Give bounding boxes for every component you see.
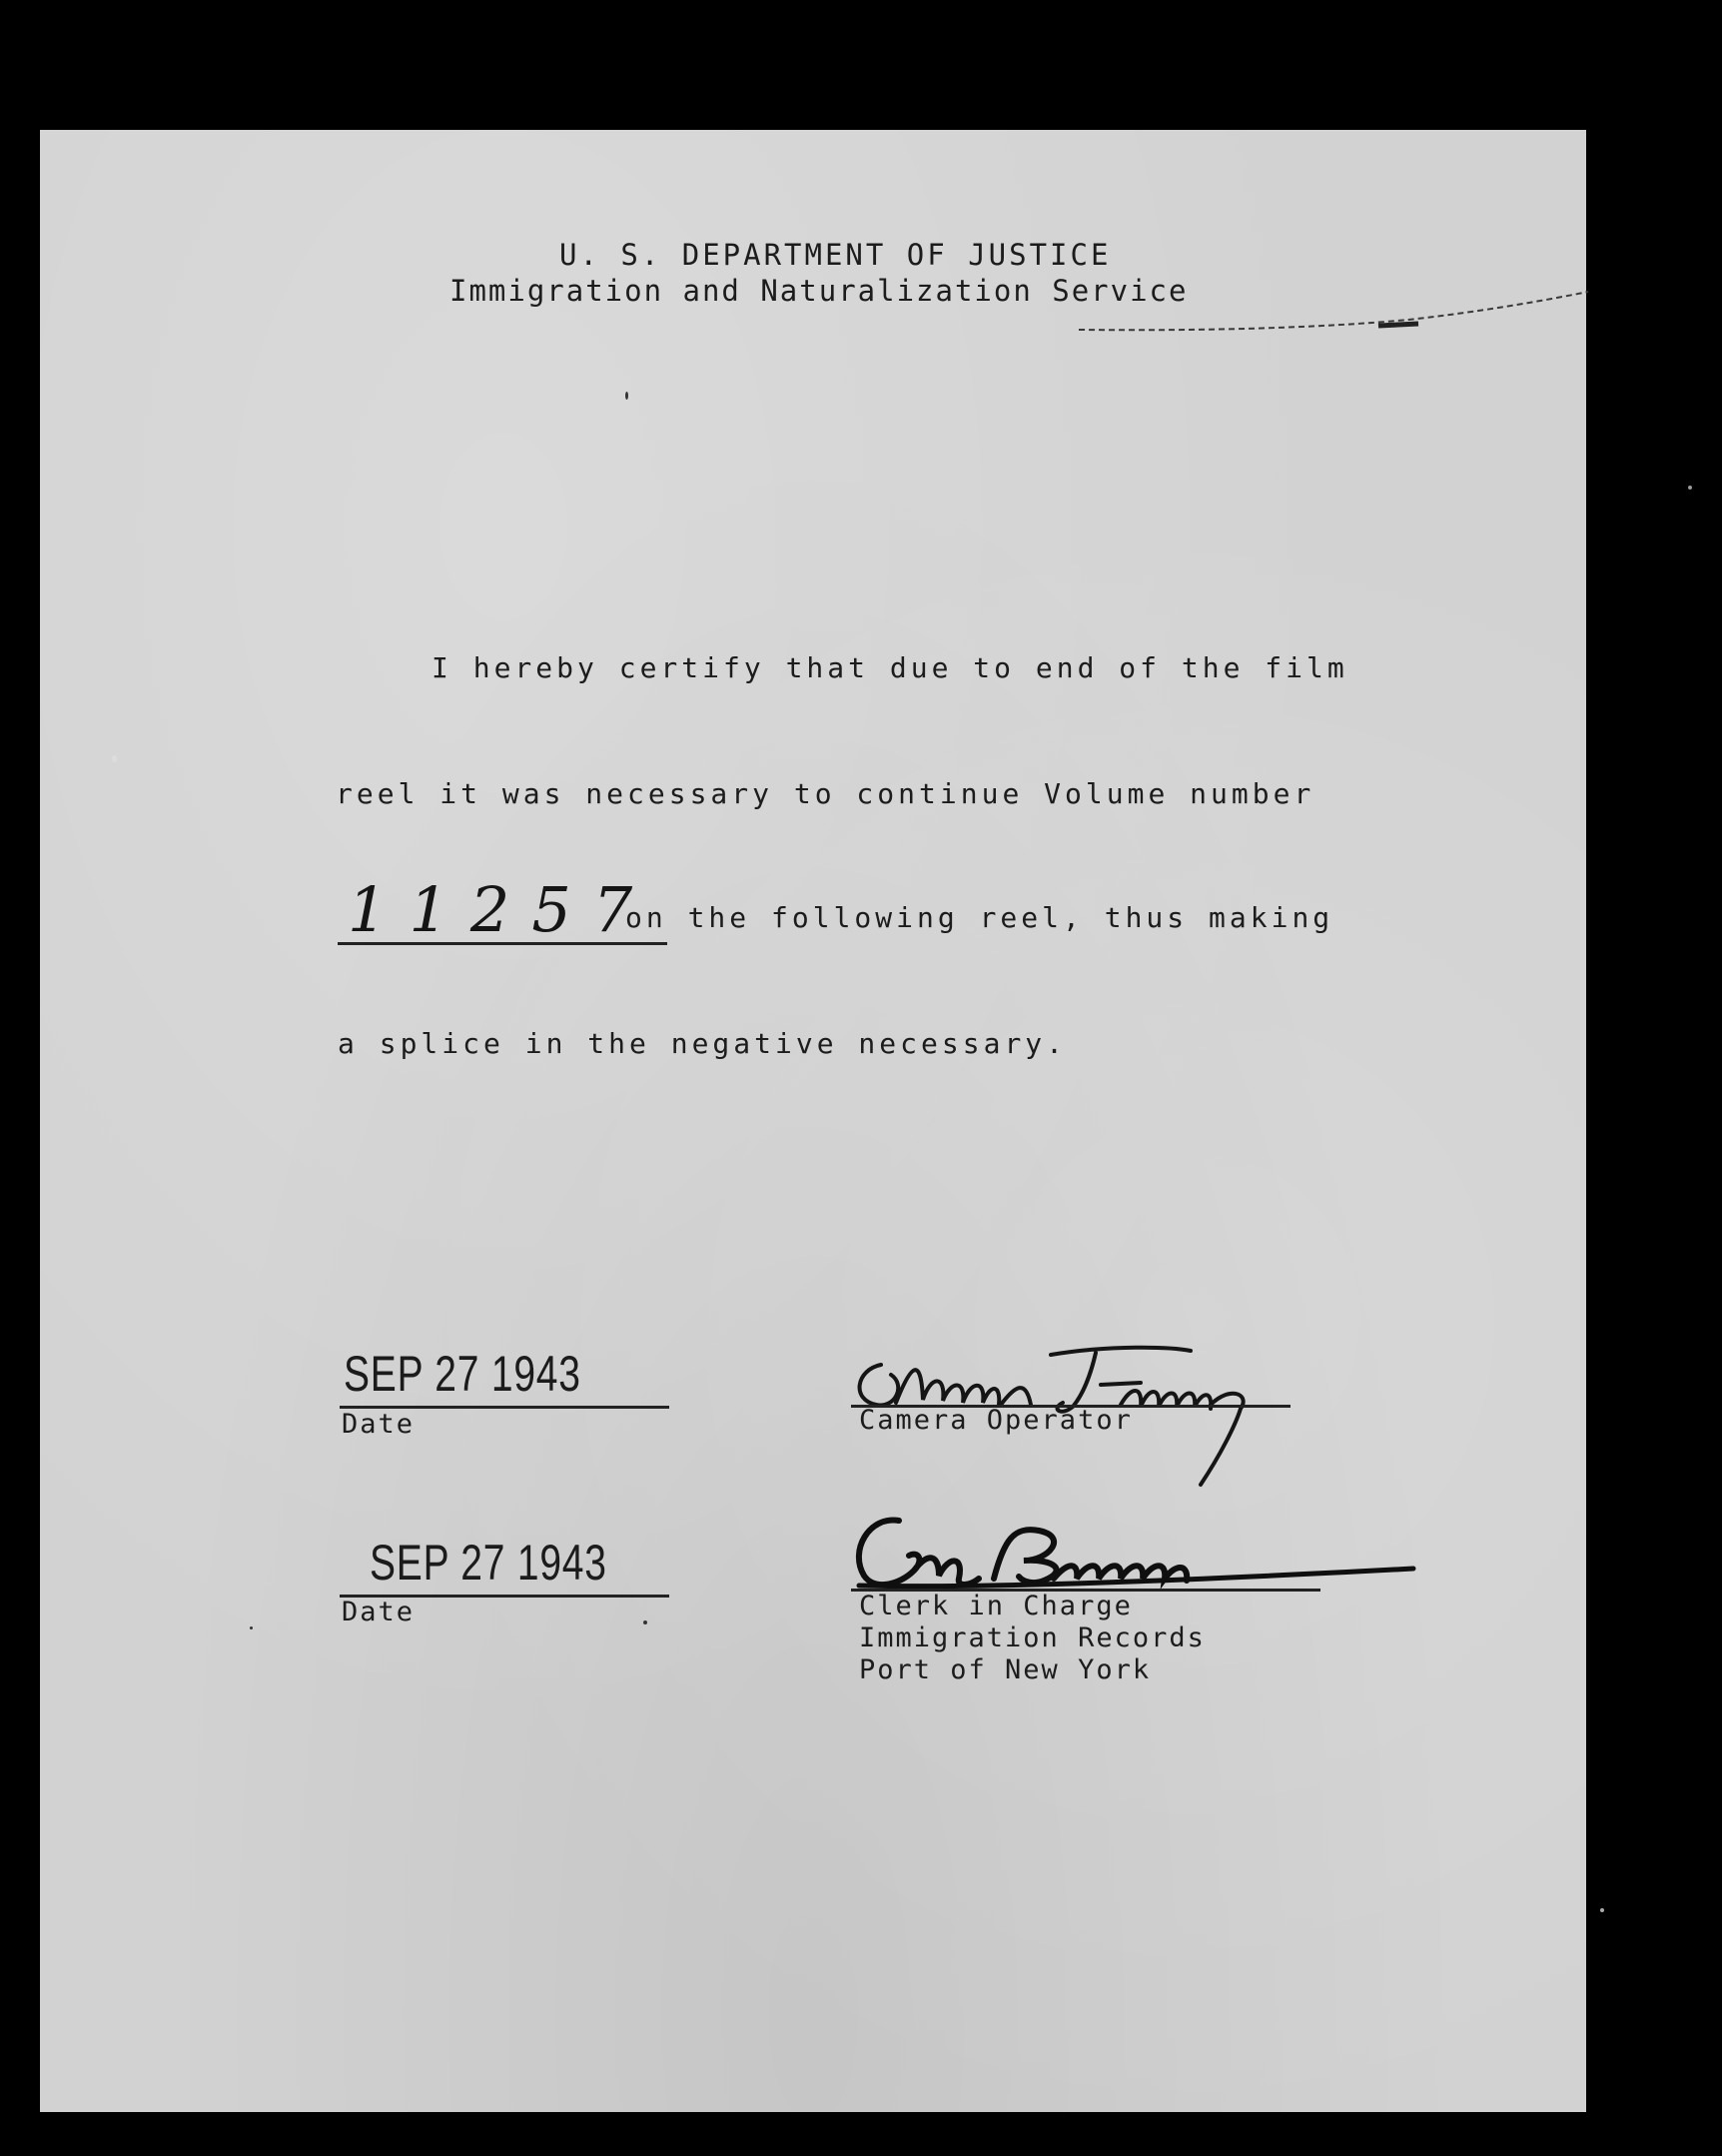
border-speck xyxy=(1600,1908,1604,1912)
date-label-1: Date xyxy=(342,1409,416,1440)
border-speck xyxy=(112,755,117,762)
camera-operator-label: Camera Operator xyxy=(859,1405,1133,1436)
certify-line-1: I hereby certify that due to end of the film xyxy=(431,651,1348,684)
certify-line-4: a splice in the negative necessary. xyxy=(338,1027,1068,1060)
service-heading: Immigration and Naturalization Service xyxy=(449,274,1189,308)
date-stamp-2: SEP 27 1943 xyxy=(370,1535,607,1591)
certify-line-3: on the following reel, thus making xyxy=(625,901,1334,934)
date-stamp-1: SEP 27 1943 xyxy=(344,1346,581,1402)
paper-speck xyxy=(250,1626,253,1629)
certify-line-2: reel it was necessary to continue Volume number xyxy=(336,777,1315,810)
date-label-2: Date xyxy=(342,1597,416,1627)
volume-number: 11257 xyxy=(338,875,667,945)
clerk-title-line-1: Clerk in Charge xyxy=(859,1591,1133,1621)
document-page xyxy=(40,130,1586,2112)
header-pen-mark xyxy=(1079,250,1598,350)
department-heading: U. S. DEPARTMENT OF JUSTICE xyxy=(559,238,1112,272)
clerk-title-line-2: Immigration Records xyxy=(859,1622,1206,1653)
paper-speck xyxy=(625,392,628,400)
border-speck xyxy=(1688,486,1692,490)
clerk-title-line-3: Port of New York xyxy=(859,1654,1152,1685)
paper-speck xyxy=(643,1620,647,1624)
